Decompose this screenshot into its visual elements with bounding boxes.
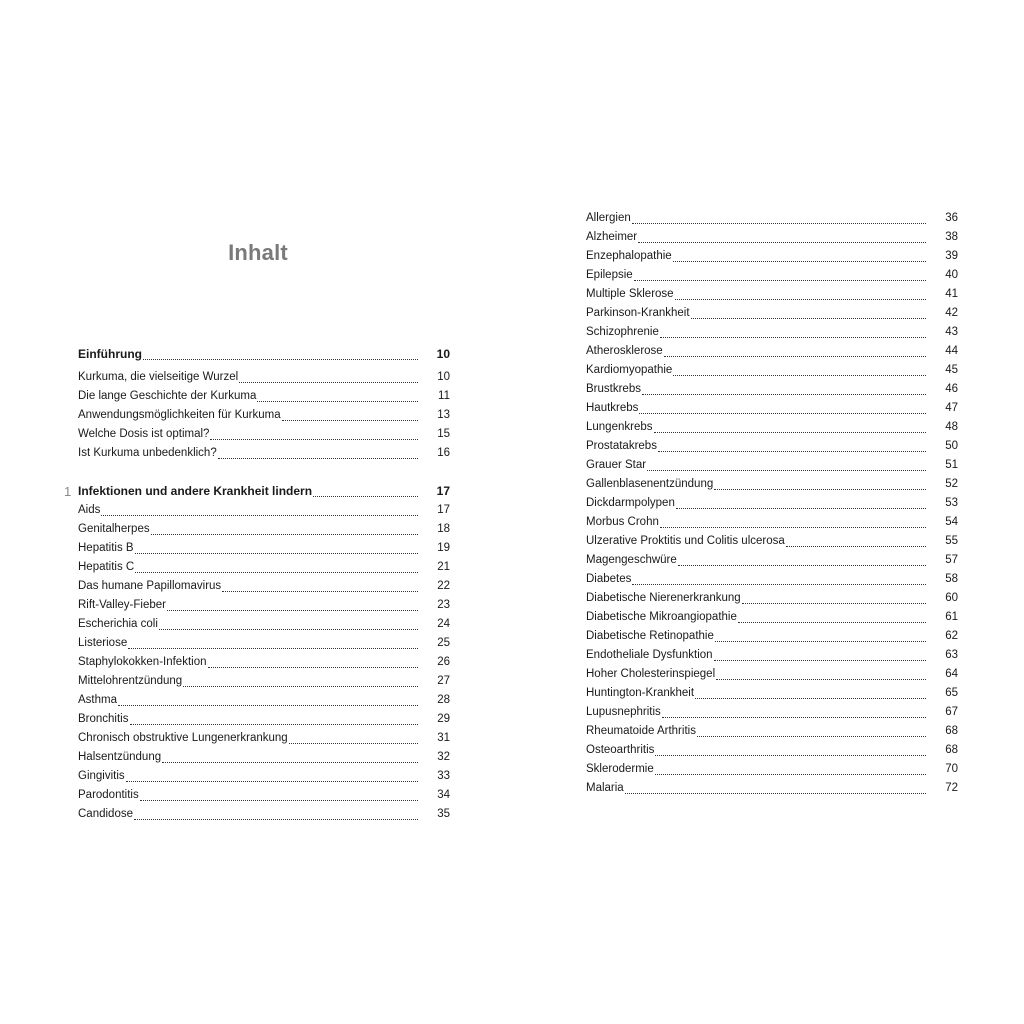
dot-leader — [282, 420, 418, 421]
dot-leader — [151, 534, 418, 535]
toc-entry-page: 11 — [438, 390, 450, 402]
toc-entry[interactable] — [78, 634, 450, 653]
dot-leader — [658, 451, 926, 452]
dot-leader — [159, 629, 418, 630]
toc-entry[interactable] — [586, 665, 958, 684]
dot-leader — [128, 648, 418, 649]
toc-entry[interactable] — [78, 710, 450, 729]
toc-entry-page: 16 — [437, 447, 450, 459]
toc-entry-label: Rift-Valley-Fieber — [78, 599, 166, 611]
toc-entry-label: Gallenblasenentzündung — [586, 478, 714, 490]
toc-entry-page: 62 — [945, 630, 958, 642]
toc-entry[interactable] — [78, 672, 450, 691]
toc-entry[interactable] — [78, 444, 450, 463]
toc-entry-label: Mittelohrentzündung — [78, 675, 183, 687]
toc-entry-page: 54 — [945, 516, 958, 528]
toc-entry[interactable] — [78, 767, 450, 786]
toc-entry-page: 17 — [436, 484, 450, 498]
toc-entry[interactable] — [586, 532, 958, 551]
toc-entry-page: 64 — [945, 668, 958, 680]
dot-leader — [660, 337, 926, 338]
toc-entry-label: Candidose — [78, 808, 133, 820]
toc-entry-label: Infektionen und andere Krankheit lindern — [78, 484, 313, 498]
dot-leader — [632, 584, 926, 585]
toc-entry-label: Ist Kurkuma unbedenklich? — [78, 447, 217, 459]
toc-entry-page: 55 — [945, 535, 958, 547]
chapter-number: 1 — [64, 484, 72, 499]
dot-leader — [695, 698, 926, 699]
toc-entry-page: 17 — [437, 504, 450, 516]
toc-entry-page: 42 — [945, 307, 958, 319]
toc-entry-label: Parodontitis — [78, 789, 139, 801]
toc-entry-page: 18 — [437, 523, 450, 535]
toc-entry-page: 15 — [437, 428, 450, 440]
toc-entry[interactable] — [586, 475, 958, 494]
toc-entry-label: Hepatitis B — [78, 542, 134, 554]
toc-entry[interactable] — [64, 482, 450, 501]
toc-left-column — [64, 345, 450, 824]
toc-entry-label: Hepatitis C — [78, 561, 135, 573]
dot-leader — [678, 565, 926, 566]
toc-entry[interactable] — [586, 266, 958, 285]
toc-entry-page: 63 — [945, 649, 958, 661]
dot-leader — [126, 781, 418, 782]
dot-leader — [655, 774, 926, 775]
dot-leader — [208, 667, 418, 668]
toc-entry-label: Bronchitis — [78, 713, 129, 725]
toc-entry-page: 39 — [945, 250, 958, 262]
toc-entry-label: Die lange Geschichte der Kurkuma — [78, 390, 257, 402]
page-title: Inhalt — [228, 240, 288, 265]
toc-entry-page: 72 — [945, 782, 958, 794]
toc-entry-page: 68 — [945, 725, 958, 737]
toc-entry-page: 52 — [945, 478, 958, 490]
toc-entry-page: 27 — [437, 675, 450, 687]
toc-entry[interactable] — [586, 589, 958, 608]
dot-leader — [647, 470, 926, 471]
toc-entry[interactable] — [586, 741, 958, 760]
toc-entry-page: 41 — [945, 288, 958, 300]
toc-entry-label: Huntington-Krankheit — [586, 687, 695, 699]
toc-entry-page: 67 — [945, 706, 958, 718]
toc-entry[interactable] — [586, 551, 958, 570]
toc-entry-label: Brustkrebs — [586, 383, 641, 395]
dot-leader — [162, 762, 418, 763]
toc-entry[interactable] — [586, 304, 958, 323]
toc-entry[interactable] — [586, 779, 958, 798]
dot-leader — [143, 359, 418, 360]
toc-entry-page: 51 — [945, 459, 958, 471]
toc-entry[interactable] — [586, 285, 958, 304]
dot-leader — [218, 458, 418, 459]
toc-entry[interactable] — [78, 558, 450, 577]
toc-entry-label: Endotheliale Dysfunktion — [586, 649, 713, 661]
toc-entry[interactable] — [586, 342, 958, 361]
toc-entry[interactable] — [586, 247, 958, 266]
toc-entry[interactable] — [78, 368, 450, 387]
toc-entry-page: 34 — [437, 789, 450, 801]
toc-entry-label: Gingivitis — [78, 770, 125, 782]
toc-entry[interactable] — [78, 615, 450, 634]
dot-leader — [714, 489, 926, 490]
dot-leader — [738, 622, 926, 623]
dot-leader — [210, 439, 418, 440]
toc-entry[interactable] — [78, 406, 450, 425]
toc-entry-page: 44 — [945, 345, 958, 357]
toc-entry-page: 40 — [945, 269, 958, 281]
toc-entry-label: Asthma — [78, 694, 117, 706]
toc-entry-label: Grauer Star — [586, 459, 647, 471]
dot-leader — [654, 432, 926, 433]
toc-entry-label: Osteoarthritis — [586, 744, 655, 756]
dot-leader — [135, 572, 418, 573]
dot-leader — [632, 223, 926, 224]
dot-leader — [257, 401, 418, 402]
toc-entry[interactable] — [586, 494, 958, 513]
toc-entry-label: Halsentzündung — [78, 751, 162, 763]
dot-leader — [222, 591, 418, 592]
toc-entry[interactable] — [78, 691, 450, 710]
toc-entry-label: Allergien — [586, 212, 631, 224]
toc-entry-label: Lungenkrebs — [586, 421, 653, 433]
toc-entry-label: Enzephalopathie — [586, 250, 672, 262]
toc-entry-label: Ulzerative Proktitis und Colitis ulcerosa — [586, 535, 785, 547]
toc-entry[interactable] — [78, 748, 450, 767]
toc-entry[interactable] — [78, 596, 450, 615]
toc-entry-page: 26 — [437, 656, 450, 668]
toc-entry-page: 32 — [437, 751, 450, 763]
toc-entry[interactable] — [586, 456, 958, 475]
toc-entry-label: Listeriose — [78, 637, 128, 649]
toc-entry-label: Rheumatoide Arthritis — [586, 725, 696, 737]
toc-entry[interactable] — [78, 786, 450, 805]
toc-entry-page: 60 — [945, 592, 958, 604]
toc-entry-page: 48 — [945, 421, 958, 433]
dot-leader — [135, 553, 418, 554]
toc-entry-page: 46 — [945, 383, 958, 395]
toc-entry-label: Diabetes — [586, 573, 632, 585]
toc-entry-label: Multiple Sklerose — [586, 288, 674, 300]
toc-entry-label: Epilepsie — [586, 269, 633, 281]
dot-leader — [638, 242, 926, 243]
dot-leader — [655, 755, 926, 756]
dot-leader — [167, 610, 418, 611]
toc-entry[interactable] — [78, 577, 450, 596]
toc-entry-label: Morbus Crohn — [586, 516, 659, 528]
toc-entry-page: 19 — [437, 542, 450, 554]
dot-leader — [673, 261, 926, 262]
toc-right-column — [586, 209, 958, 798]
toc-entry-label: Hautkrebs — [586, 402, 639, 414]
toc-entry-page: 43 — [945, 326, 958, 338]
toc-entry-page: 13 — [437, 409, 450, 421]
toc-entry-label: Einführung — [78, 347, 142, 361]
dot-leader — [715, 641, 926, 642]
toc-entry-page: 70 — [945, 763, 958, 775]
dot-leader — [697, 736, 926, 737]
toc-entry-label: Hoher Cholesterinspiegel — [586, 668, 716, 680]
toc-entry-label: Dickdarmpolypen — [586, 497, 675, 509]
toc-entry[interactable] — [586, 684, 958, 703]
toc-entry-label: Aids — [78, 504, 101, 516]
toc-entry-page: 10 — [437, 371, 450, 383]
dot-leader — [742, 603, 926, 604]
toc-entry-page: 50 — [945, 440, 958, 452]
toc-entry-page: 24 — [437, 618, 450, 630]
dot-leader — [134, 819, 418, 820]
toc-entry-page: 58 — [945, 573, 958, 585]
toc-entry[interactable] — [586, 513, 958, 532]
dot-leader — [786, 546, 926, 547]
toc-entry-page: 21 — [437, 561, 450, 573]
toc-entry[interactable] — [586, 646, 958, 665]
toc-entry[interactable] — [586, 722, 958, 741]
dot-leader — [660, 527, 926, 528]
dot-leader — [662, 717, 926, 718]
toc-entry-page: 47 — [945, 402, 958, 414]
toc-entry[interactable] — [586, 570, 958, 589]
dot-leader — [140, 800, 418, 801]
toc-entry[interactable] — [586, 399, 958, 418]
toc-entry-page: 36 — [945, 212, 958, 224]
toc-entry-page: 29 — [437, 713, 450, 725]
dot-leader — [634, 280, 926, 281]
toc-entry-page: 57 — [945, 554, 958, 566]
toc-entry-page: 45 — [945, 364, 958, 376]
toc-entry[interactable] — [586, 760, 958, 779]
toc-entry[interactable] — [78, 539, 450, 558]
toc-entry[interactable] — [586, 380, 958, 399]
toc-entry-label: Anwendungsmöglichkeiten für Kurkuma — [78, 409, 281, 421]
toc-entry-label: Escherichia coli — [78, 618, 158, 630]
toc-entry-page: 25 — [437, 637, 450, 649]
dot-leader — [642, 394, 926, 395]
toc-entry-page: 33 — [437, 770, 450, 782]
toc-entry[interactable] — [78, 805, 450, 824]
toc-entry-label: Staphylokokken-Infektion — [78, 656, 207, 668]
toc-entry[interactable] — [586, 418, 958, 437]
dot-leader — [625, 793, 926, 794]
toc-entry[interactable] — [78, 425, 450, 444]
toc-entry-label: Diabetische Nierenerkrankung — [586, 592, 741, 604]
toc-entry-label: Kardiomyopathie — [586, 364, 673, 376]
toc-entry-label: Alzheimer — [586, 231, 638, 243]
dot-leader — [691, 318, 926, 319]
toc-entry-label: Atherosklerose — [586, 345, 663, 357]
dot-leader — [101, 515, 418, 516]
toc-entry-page: 23 — [437, 599, 450, 611]
toc-entry-page: 53 — [945, 497, 958, 509]
toc-entry[interactable] — [78, 653, 450, 672]
toc-entry-page: 35 — [437, 808, 450, 820]
dot-leader — [716, 679, 926, 680]
dot-leader — [130, 724, 418, 725]
dot-leader — [289, 743, 418, 744]
toc-entry-label: Kurkuma, die vielseitige Wurzel — [78, 371, 239, 383]
toc-entry[interactable] — [586, 323, 958, 342]
toc-entry-page: 38 — [945, 231, 958, 243]
toc-entry[interactable] — [586, 703, 958, 722]
toc-entry-label: Diabetische Mikroangiopathie — [586, 611, 737, 623]
toc-entry[interactable] — [78, 520, 450, 539]
toc-entry-label: Magengeschwüre — [586, 554, 677, 566]
dot-leader — [239, 382, 418, 383]
toc-entry-page: 22 — [437, 580, 450, 592]
dot-leader — [676, 508, 926, 509]
toc-entry[interactable] — [586, 627, 958, 646]
toc-entry-label: Schizophrenie — [586, 326, 659, 338]
toc-entry-label: Das humane Papillomavirus — [78, 580, 222, 592]
toc-entry-page: 61 — [945, 611, 958, 623]
toc-entry-label: Diabetische Retinopathie — [586, 630, 714, 642]
dot-leader — [664, 356, 926, 357]
toc-entry[interactable] — [78, 501, 450, 520]
toc-entry-label: Prostatakrebs — [586, 440, 657, 452]
toc-entry-page: 28 — [437, 694, 450, 706]
toc-entry[interactable] — [586, 361, 958, 380]
toc-entry-label: Welche Dosis ist optimal? — [78, 428, 210, 440]
toc-entry[interactable] — [586, 228, 958, 247]
dot-leader — [313, 496, 418, 497]
dot-leader — [714, 660, 926, 661]
toc-entry-page: 68 — [945, 744, 958, 756]
toc-entry-label: Sklerodermie — [586, 763, 654, 775]
toc-entry-label: Chronisch obstruktive Lungenerkrankung — [78, 732, 288, 744]
toc-entry-label: Parkinson-Krankheit — [586, 307, 690, 319]
toc-entry-page: 10 — [436, 347, 450, 361]
dot-leader — [675, 299, 926, 300]
dot-leader — [118, 705, 418, 706]
toc-entry-label: Genitalherpes — [78, 523, 150, 535]
toc-entry-label: Malaria — [586, 782, 624, 794]
toc-entry[interactable] — [586, 608, 958, 627]
toc-entry[interactable] — [586, 209, 958, 228]
dot-leader — [673, 375, 926, 376]
toc-entry[interactable] — [78, 729, 450, 748]
toc-entry[interactable] — [78, 345, 450, 364]
dot-leader — [639, 413, 926, 414]
toc-entry[interactable] — [78, 387, 450, 406]
toc-entry-page: 31 — [437, 732, 450, 744]
toc-entry-label: Lupusnephritis — [586, 706, 661, 718]
dot-leader — [183, 686, 418, 687]
toc-entry-page: 65 — [945, 687, 958, 699]
toc-entry[interactable] — [586, 437, 958, 456]
